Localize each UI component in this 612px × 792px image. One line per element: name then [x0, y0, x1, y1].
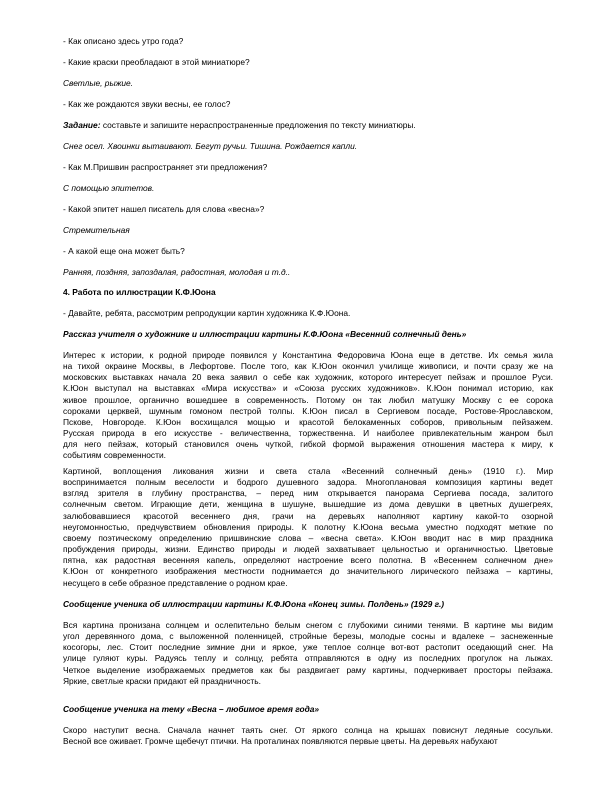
para-line: взгляд зрителя в глубину пространства, – перед ним открывается панорама Сергиева посада, залитого: [63, 488, 553, 499]
para-line: пробуждения природы, жизни. Единство природы и людей захватывает цельностью и органичностью. Цветовые: [63, 544, 553, 555]
section-heading: 4. Работа по иллюстрации К.Ф.Юона: [63, 287, 216, 297]
paragraph-spring: [63, 725, 553, 747]
para-line: Интерес к истории, к родной природе появился у Константина Федоровича Юона еще в детстве. Их семья жила: [63, 350, 553, 360]
paragraph-painting: [63, 466, 553, 589]
para-line: солнечным светом. Играющие дети, женщина в шушуне, вышедшие из дома девушки в цветных душегреях,: [63, 499, 553, 510]
question-line: - Какой эпитет нашел писатель для слова «весна»?: [63, 204, 265, 214]
para-line: для него пейзаж, который становился очень чуткой, гибкой формой выражения отношения мастера к миру, к: [63, 439, 553, 450]
task-label: Задание:: [63, 120, 101, 130]
para-line: несущего в себе образное представление о родном крае.: [63, 577, 288, 588]
para-line: Четкое выделение изображаемых предметов как бы раздвигает раму картины, подчеркивает просторы пейзажа.: [63, 664, 553, 675]
para-line: угол деревянного дома, с выложенной поленницей, стройные березы, молодые сосны и вдалеке – заснеженные: [63, 631, 553, 642]
para-line: Русская природа в его искусстве - величественна, торжественна. И наиболее привлекательным жанром был: [63, 428, 553, 439]
section-heading: Сообщение ученика об иллюстрации картины К.Ф.Юона «Конец зимы. Полдень» (1929 г.): [63, 599, 445, 609]
section-heading: Рассказ учителя о художнике и иллюстрации картины К.Ф.Юона «Весенний солнечный день»: [63, 329, 467, 339]
body-line: - Давайте, ребята, рассмотрим репродукции картин художника К.Ф.Юона.: [63, 308, 351, 318]
para-line: московских выставках начала 20 века заявил о себе как художник, которого интересует пейзаж и прошлое Руси.: [63, 372, 553, 383]
question-line: - Как М.Пришвин распространяет эти предложения?: [63, 162, 268, 172]
question-line: - Как же рождаются звуки весны, ее голос?: [63, 99, 231, 109]
question-line: - Какие краски преобладают в этой миниатюре?: [63, 57, 250, 67]
para-line: событиям современности.: [63, 450, 166, 461]
question-line: - А какой еще она может быть?: [63, 246, 185, 256]
question-line: - Как описано здесь утро года?: [63, 36, 184, 46]
para-line: сороками церквей, шумным гомоном пестрой толпы. К.Юон писал в Сергиевом посаде, Ростове-Ярославском,: [63, 405, 553, 416]
para-line: улице гуляют куры. Радуясь теплу и солнцу, ребята отправляются в одну из последних прогулок на лыжах.: [63, 653, 553, 664]
para-line: воспринимается полным веселости и бодрого душевного задора. Многоплановая композиция картины ведет: [63, 477, 553, 488]
para-line: своему поэтическому определению пришвинские слова – «весна света». К.Юон вводит нас в мир праздника: [63, 532, 553, 543]
paragraph-winter-end: [63, 620, 553, 687]
paragraph-history: [63, 350, 553, 462]
answer-line: Стремительная: [63, 225, 130, 235]
para-line: пятна, как радостная весенняя капель, определяют настроение всего полотна. В «Весеннем солнечном дне»: [63, 555, 553, 566]
para-line: живое прошлое, органично вошедшее в современность. Потому он так любил матушку Москву с ее сорока: [63, 394, 553, 405]
answer-line: Ранняя, поздняя, запоздалая, радостная, молодая и т.д..: [63, 267, 291, 277]
para-line: Картиной, воплощения ликования жизни и света стала «Весенний солнечный день» (1910 г.). Мир: [63, 466, 553, 476]
para-line: на тихой окраине Москвы, в Лефортове. После того, как К.Юон окончил училище живописи, и почти сразу же на: [63, 361, 553, 372]
para-line: косогоры, лес. Стоит последние зимние дни и яркое, уже теплое солнце вот-вот растопит оседающий снег. На: [63, 642, 553, 653]
task-line: [63, 120, 416, 131]
para-line: Пскове, Новгороде. К.Юон восхищался мощью и красотой белокаменных соборов, привольным пейзажем.: [63, 416, 553, 427]
section-heading: Сообщение ученика на тему «Весна – любимое время года»: [63, 704, 320, 714]
answer-line: Светлые, рыжие.: [63, 78, 134, 88]
para-line: Вся картина пронизана солнцем и ослепительно белым снегом с глубокими синими тенями. В картине мы видим: [63, 620, 553, 630]
task-text: составьте и запишите нераспространенные предложения по тексту миниатюры.: [100, 120, 416, 130]
answer-line: С помощью эпитетов.: [63, 183, 155, 193]
para-line: Яркие, светлые краски придают ей праздничность.: [63, 675, 261, 686]
para-line: К.Юон выступал на выставках «Мира искусства» и «Союза русских художников». К.Юон понимал историю, как: [63, 383, 553, 394]
answer-line: Снег осел. Хвоинки вытаивают. Бегут ручьи. Тишина. Рождается капли.: [63, 141, 358, 151]
para-line: Скоро наступит весна. Сначала начнет таять снег. От яркого солнца на крышах повиснут ледяные сосульки.: [63, 725, 553, 735]
para-line: залюбовавшиеся красотой весеннего дня, грачи на деревьях наполняют картину какой-то озорной: [63, 510, 553, 521]
para-line: К.Юон от конкретного изображения местности поднимается до значительного лирического пейзажа – картины,: [63, 566, 553, 577]
para-line: Весной все оживает. Громче щебечут птички. На проталинах появляются первые цветы. На деревьях набухают: [63, 736, 498, 747]
para-line: неугомонностью, предчувствием обновления природы. К полотну К.Юона весьма уместно подходят меткие по: [63, 521, 553, 532]
